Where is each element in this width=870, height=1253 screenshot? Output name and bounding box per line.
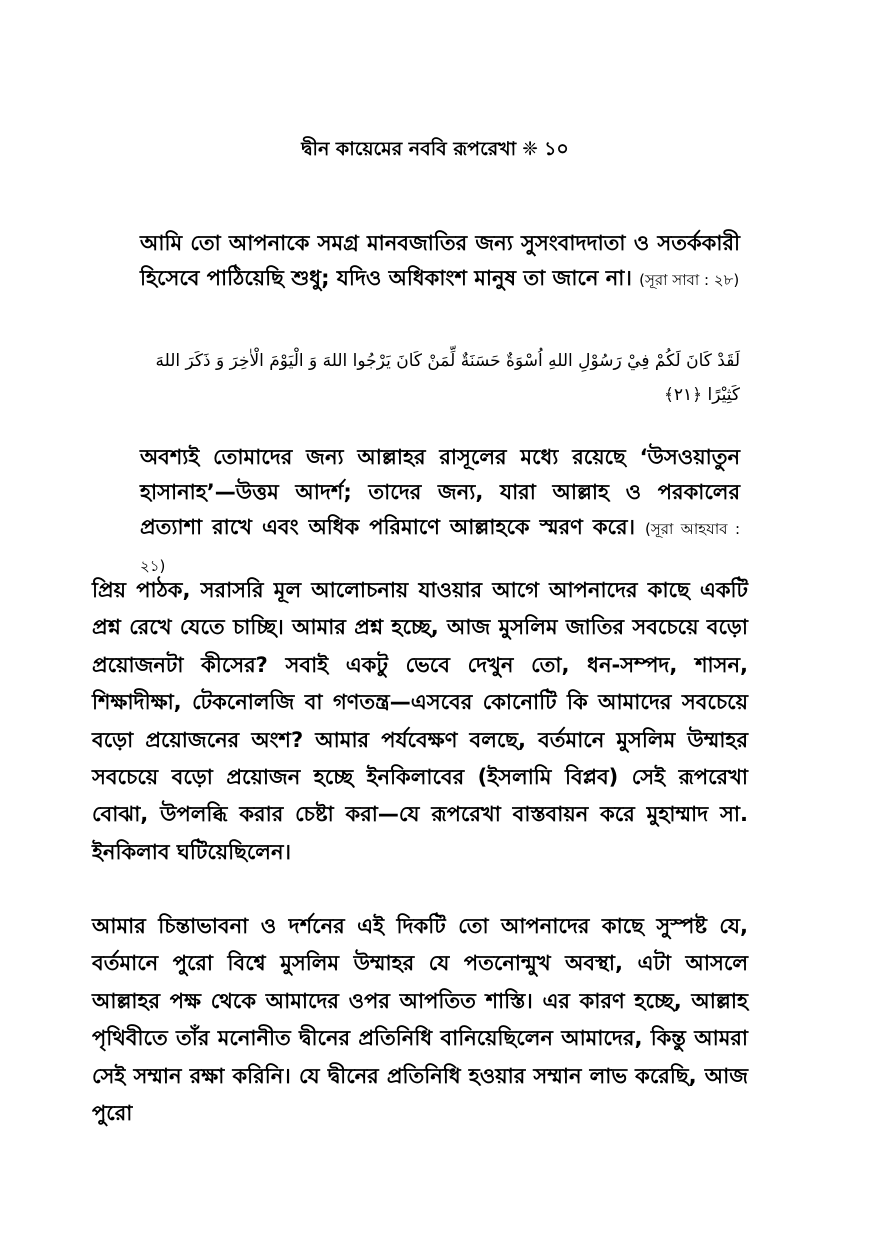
page-number: ১০ xyxy=(544,138,569,160)
ornament-separator: ❈ xyxy=(522,138,539,160)
quote-text: অবশ্যই তোমাদের জন্য আল্লাহর রাসূলের মধ্যে রয়েছে ‘উসওয়াতুন হাসানাহ’—উত্তম আদর্শ; তাদের জন্য, যারা আল্লাহ ও পরকালের প্রত্যাশা রাখে এবং অধিক পরিমাণে আল্লাহকে স্মরণ করে। xyxy=(140,445,740,539)
quote-citation: (সূরা আহযাব : ২১) xyxy=(140,520,741,575)
quote-citation: (সূরা সাবা : ২৮) xyxy=(639,271,740,289)
quote-saba-28 xyxy=(140,226,740,298)
body-paragraph: প্রিয় পাঠক, সরাসরি মূল আলোচনায় যাওয়ার আগে আপনাদের কাছে একটি প্রশ্ন রেখে যেতে চাচ্ছি। আমার প্রশ্ন হচ্ছে, আজ মুসলিম জাতির সবচেয়ে বড়ো প্রয়োজনটা কীসের? সবাই একটু ভেবে দেখুন তো, ধন-সম্পদ, শাসন, শিক্ষাদীক্ষা, টেকনোলজি বা গণতন্ত্র—এসবের কোনোটি কি আমাদের সবচেয়ে বড়ো প্রয়োজনের অংশ? আমার পর্যবেক্ষণ বলছে, বর্তমানে মুসলিম উম্মাহর সবচেয়ে বড়ো প্রয়োজন হচ্ছে ইনকিলাবের (ইসলামি বিপ্লব) সেই রূপরেখা বোঝা, উপলব্ধি করার চেষ্টা করা—যে রূপরেখা বাস্তবায়ন করে মুহাম্মাদ সা. ইনকিলাব ঘটিয়েছিলেন। xyxy=(92,578,748,864)
quote-text: আমি তো আপনাকে সমগ্র মানবজাতির জন্য সুসংবাদদাতা ও সতর্ককারী হিসেবে পাঠিয়েছি শুধু; যদিও অধিকাংশ মানুষ তা জানে না। xyxy=(140,231,740,290)
body-paragraph: আমার চিন্তাভাবনা ও দর্শনের এই দিকটি তো আপনাদের কাছে সুস্পষ্ট যে, বর্তমানে পুরো বিশ্বে মুসলিম উম্মাহর যে পতনোন্মুখ অবস্থা, এটা আসলে আল্লাহর পক্ষ থেকে আমাদের ওপর আপতিত শাস্তি। এর কারণ হচ্ছে, আল্লাহ পৃথিবীতে তাঁর মনোনীত দ্বীনের প্রতিনিধি বানিয়েছিলেন আমাদের, কিন্তু আমরা সেই সম্মান রক্ষা করিনি। যে দ্বীনের প্রতিনিধি হওয়ার সম্মান লাভ করেছি, আজ পুরো xyxy=(92,914,748,1126)
running-head xyxy=(0,136,870,162)
quote-ahzab-21 xyxy=(140,440,740,584)
arabic-verse: لَقَدْ كَانَ لَكُمْ فِيْ رَسُوْلِ اللهِ اُسْوَةٌ حَسَنَةٌ لِّمَنْ كَانَ يَرْجُوا اللهَ وَ الْيَوْمَ الْاٰخِرَ وَ ذَكَرَ اللهَ كَثِيْرًا ﴿۲۱﴾ xyxy=(155,351,740,405)
book-title: দ্বীন কায়েমের নববি রূপরেখা xyxy=(301,138,517,160)
